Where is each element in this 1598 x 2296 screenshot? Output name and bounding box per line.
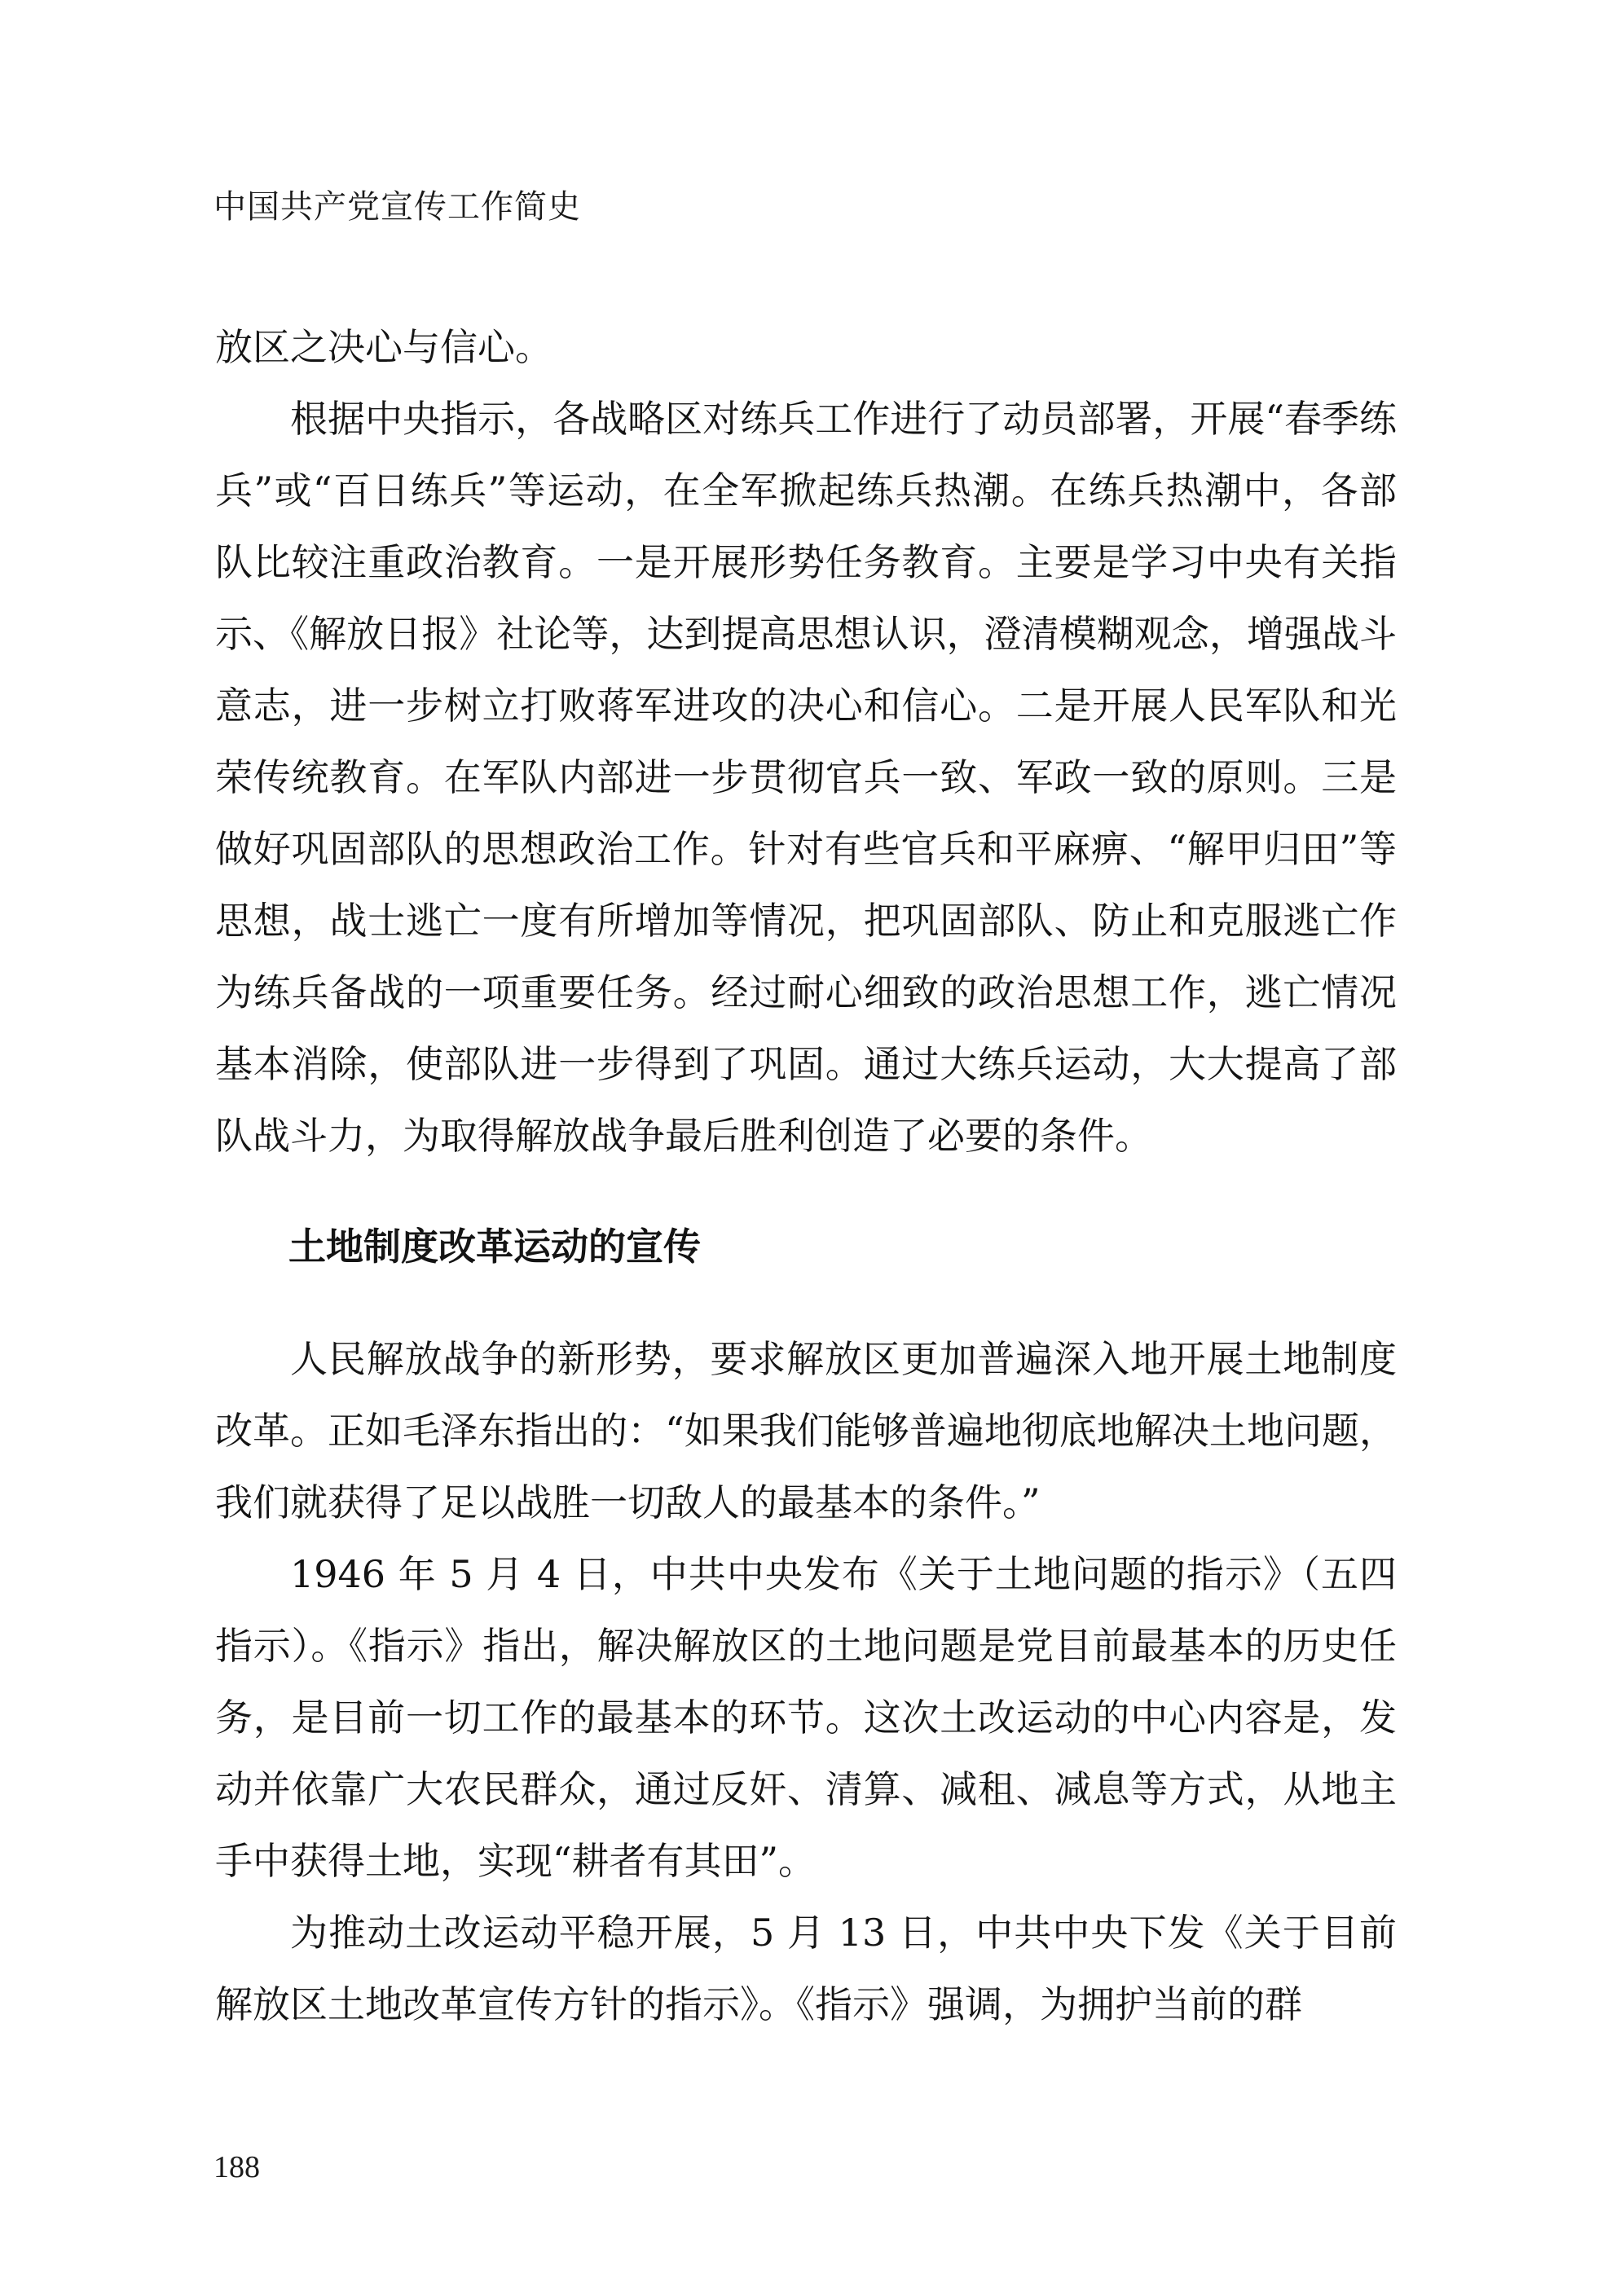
- paragraph: 放区之决心与信心。: [215, 325, 552, 369]
- page-number: 188: [214, 2150, 260, 2184]
- section-heading: 土地制度改革运动的宣传: [288, 1225, 701, 1269]
- running-head: 中国共产党宣传工作简史: [214, 188, 581, 226]
- paragraph: 根据中央指示，各战略区对练兵工作进行了动员部署，开展“春季练兵”或“百日练兵”等运动，在全军掀起练兵热潮。在练兵热潮中，各部队比较注重政治教育。一是开展形势任务教育。主要是学习中央有关指示、《解放日报》社论等，达到提高思想认识，澄清模糊观念，增强战斗意志，进一步树立打败蒋军进攻的决心和信心。二是开展人民军队和光荣传统教育。在军队内部进一步贯彻官兵一致、军政一致的原则。三是做好巩固部队的思想政治工作。针对有些官兵和平麻痹、“解甲归田”等思想，战士逃亡一度有所增加等情况，把巩固部队、防止和克服逃亡作为练兵备战的一项重要任务。经过耐心细致的政治思想工作，逃亡情况基本消除，使部队进一步得到了巩固。通过大练兵运动，大大提高了部队战斗力，为取得解放战争最后胜利创造了必要的条件。: [215, 397, 1397, 1158]
- paragraph: 为推动土改运动平稳开展，5 月 13 日，中共中央下发《关于目前解放区土地改革宣传方针的指示》。《指示》强调，为拥护当前的群: [215, 1911, 1397, 2026]
- paragraph: 人民解放战争的新形势，要求解放区更加普遍深入地开展土地制度改革。正如毛泽东指出的：“如果我们能够普遍地彻底地解决土地问题，我们就获得了足以战胜一切敌人的最基本的条件。”: [215, 1337, 1397, 1524]
- paragraph: 1946 年 5 月 4 日，中共中央发布《关于土地问题的指示》（五四指示）。《指示》指出，解决解放区的土地问题是党目前最基本的历史任务，是目前一切工作的最基本的环节。这次土改运动的中心内容是，发动并依靠广大农民群众，通过反奸、清算、减租、减息等方式，从地主手中获得土地，实现“耕者有其田”。: [215, 1552, 1397, 1883]
- body-text: [215, 311, 1397, 2040]
